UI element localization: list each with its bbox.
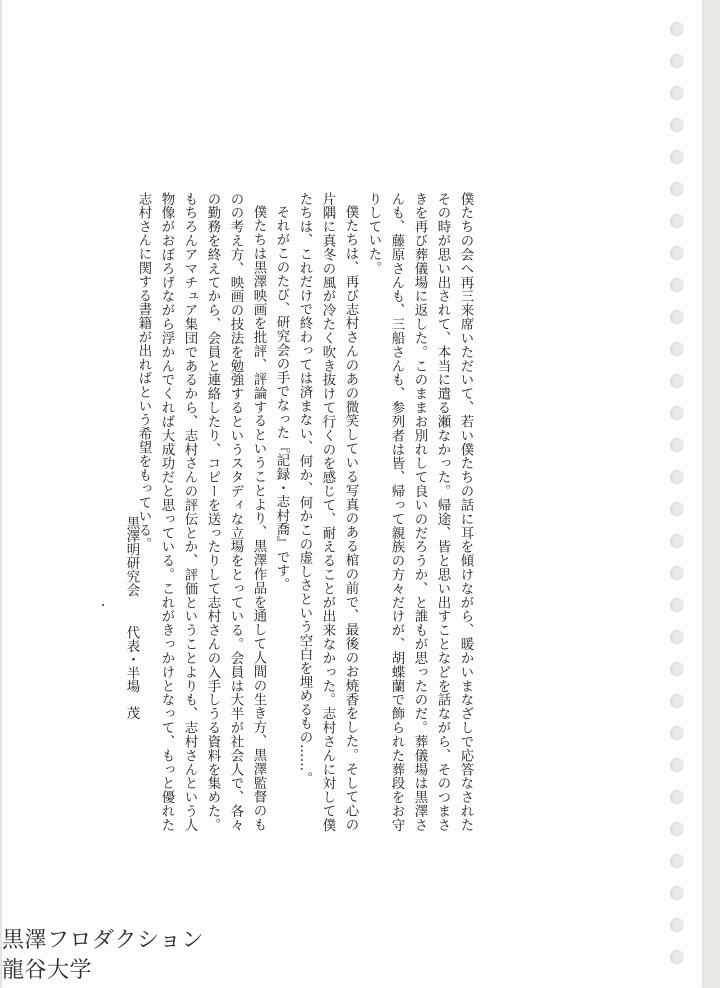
binding-hole	[670, 374, 684, 388]
essay-paragraph: 僕たちの会へ再三来席いただいて、若い僕たちの話に耳を傾けながら、暖かいまなざしで応答なされたその時が思い出されて、本当に遣る瀬なかった。帰途、皆と思い出すことなどを話ながら、そのつまさきを再び葬儀場に返した。このままお別れして良いのだろうか、と誰もが思ったのだ。葬儀場は黒澤さんも、藤原さんも、三船さんも、参列者は皆、帰って親族の方々だけが、胡蝶蘭で飾られた葬段をお守りしていた。	[366, 192, 473, 832]
signature-block	[120, 516, 143, 720]
binding-hole	[670, 502, 684, 516]
watermark-line-1: 黒澤フロダクション	[2, 928, 205, 953]
binding-hole	[670, 182, 684, 196]
binding-hole	[670, 950, 684, 964]
binding-hole	[670, 694, 684, 708]
binding-hole	[670, 854, 684, 868]
binding-hole	[670, 54, 684, 68]
binding-hole	[670, 406, 684, 420]
signature-organization: 黒澤明研究会	[124, 516, 139, 597]
binding-hole	[670, 342, 684, 356]
binding-hole	[670, 566, 684, 580]
binding-hole	[670, 662, 684, 676]
binding-hole	[670, 790, 684, 804]
essay-paragraph: それがこのたび、研究会の手でなった『記録・志村喬』です。	[274, 205, 289, 592]
watermark-line-2: 龍谷大学	[2, 958, 93, 983]
binding-hole	[670, 630, 684, 644]
essay-paragraph: 僕たちは黒澤映画を批評、評論するということより、黒澤作品を通して人間の生き方、黒澤監督のものの考え方、映画の技法を勉強するというスタディな立場をとっている。会員は大半が社会人で、各々の勤務を終えてから、会員と連絡したり、コピーを送ったりして志村さんの入手しうる資料を集めた。もちろんアマチュア集団であるから、志村さんの評伝とか、評価ということよりも、志村さんという人物像がおぼろげながら浮かんでくれば大成功だと思っている。これがきっかけとなって、もっと優れた志村さんに関する書籍が出ればという希望をもっている。	[136, 192, 266, 832]
binding-hole	[670, 470, 684, 484]
binding-hole	[670, 726, 684, 740]
archive-watermark	[2, 926, 204, 986]
binding-hole	[670, 534, 684, 548]
essay-body	[132, 192, 477, 832]
binding-hole	[670, 22, 684, 36]
binding-hole	[670, 918, 684, 932]
document-page	[2, 0, 702, 988]
binding-hole	[670, 214, 684, 228]
binding-hole	[670, 438, 684, 452]
binding-hole	[670, 310, 684, 324]
binding-hole	[670, 758, 684, 772]
binding-hole	[670, 886, 684, 900]
binding-holes	[666, 0, 684, 988]
essay-paragraph: 僕たちは、再び志村さんのあの微笑している写真のある棺の前で、最後のお焼香をした。そして心の片隅に真冬の風が冷たく吹き抜けて行くのを感じて、耐えることが出来なかった。志村さんに対して僕たちは、これだけで終わっては済まない、何か、何かこの虚しさという空白を埋めるもの……。	[297, 192, 358, 832]
signature-title: 代表・半場	[124, 625, 139, 693]
binding-hole	[670, 598, 684, 612]
binding-hole	[670, 118, 684, 132]
binding-hole	[670, 822, 684, 836]
binding-hole	[670, 246, 684, 260]
signature-name: 茂	[124, 706, 139, 720]
binding-hole	[670, 278, 684, 292]
binding-hole	[670, 150, 684, 164]
binding-hole	[670, 86, 684, 100]
ink-speck	[102, 604, 104, 606]
